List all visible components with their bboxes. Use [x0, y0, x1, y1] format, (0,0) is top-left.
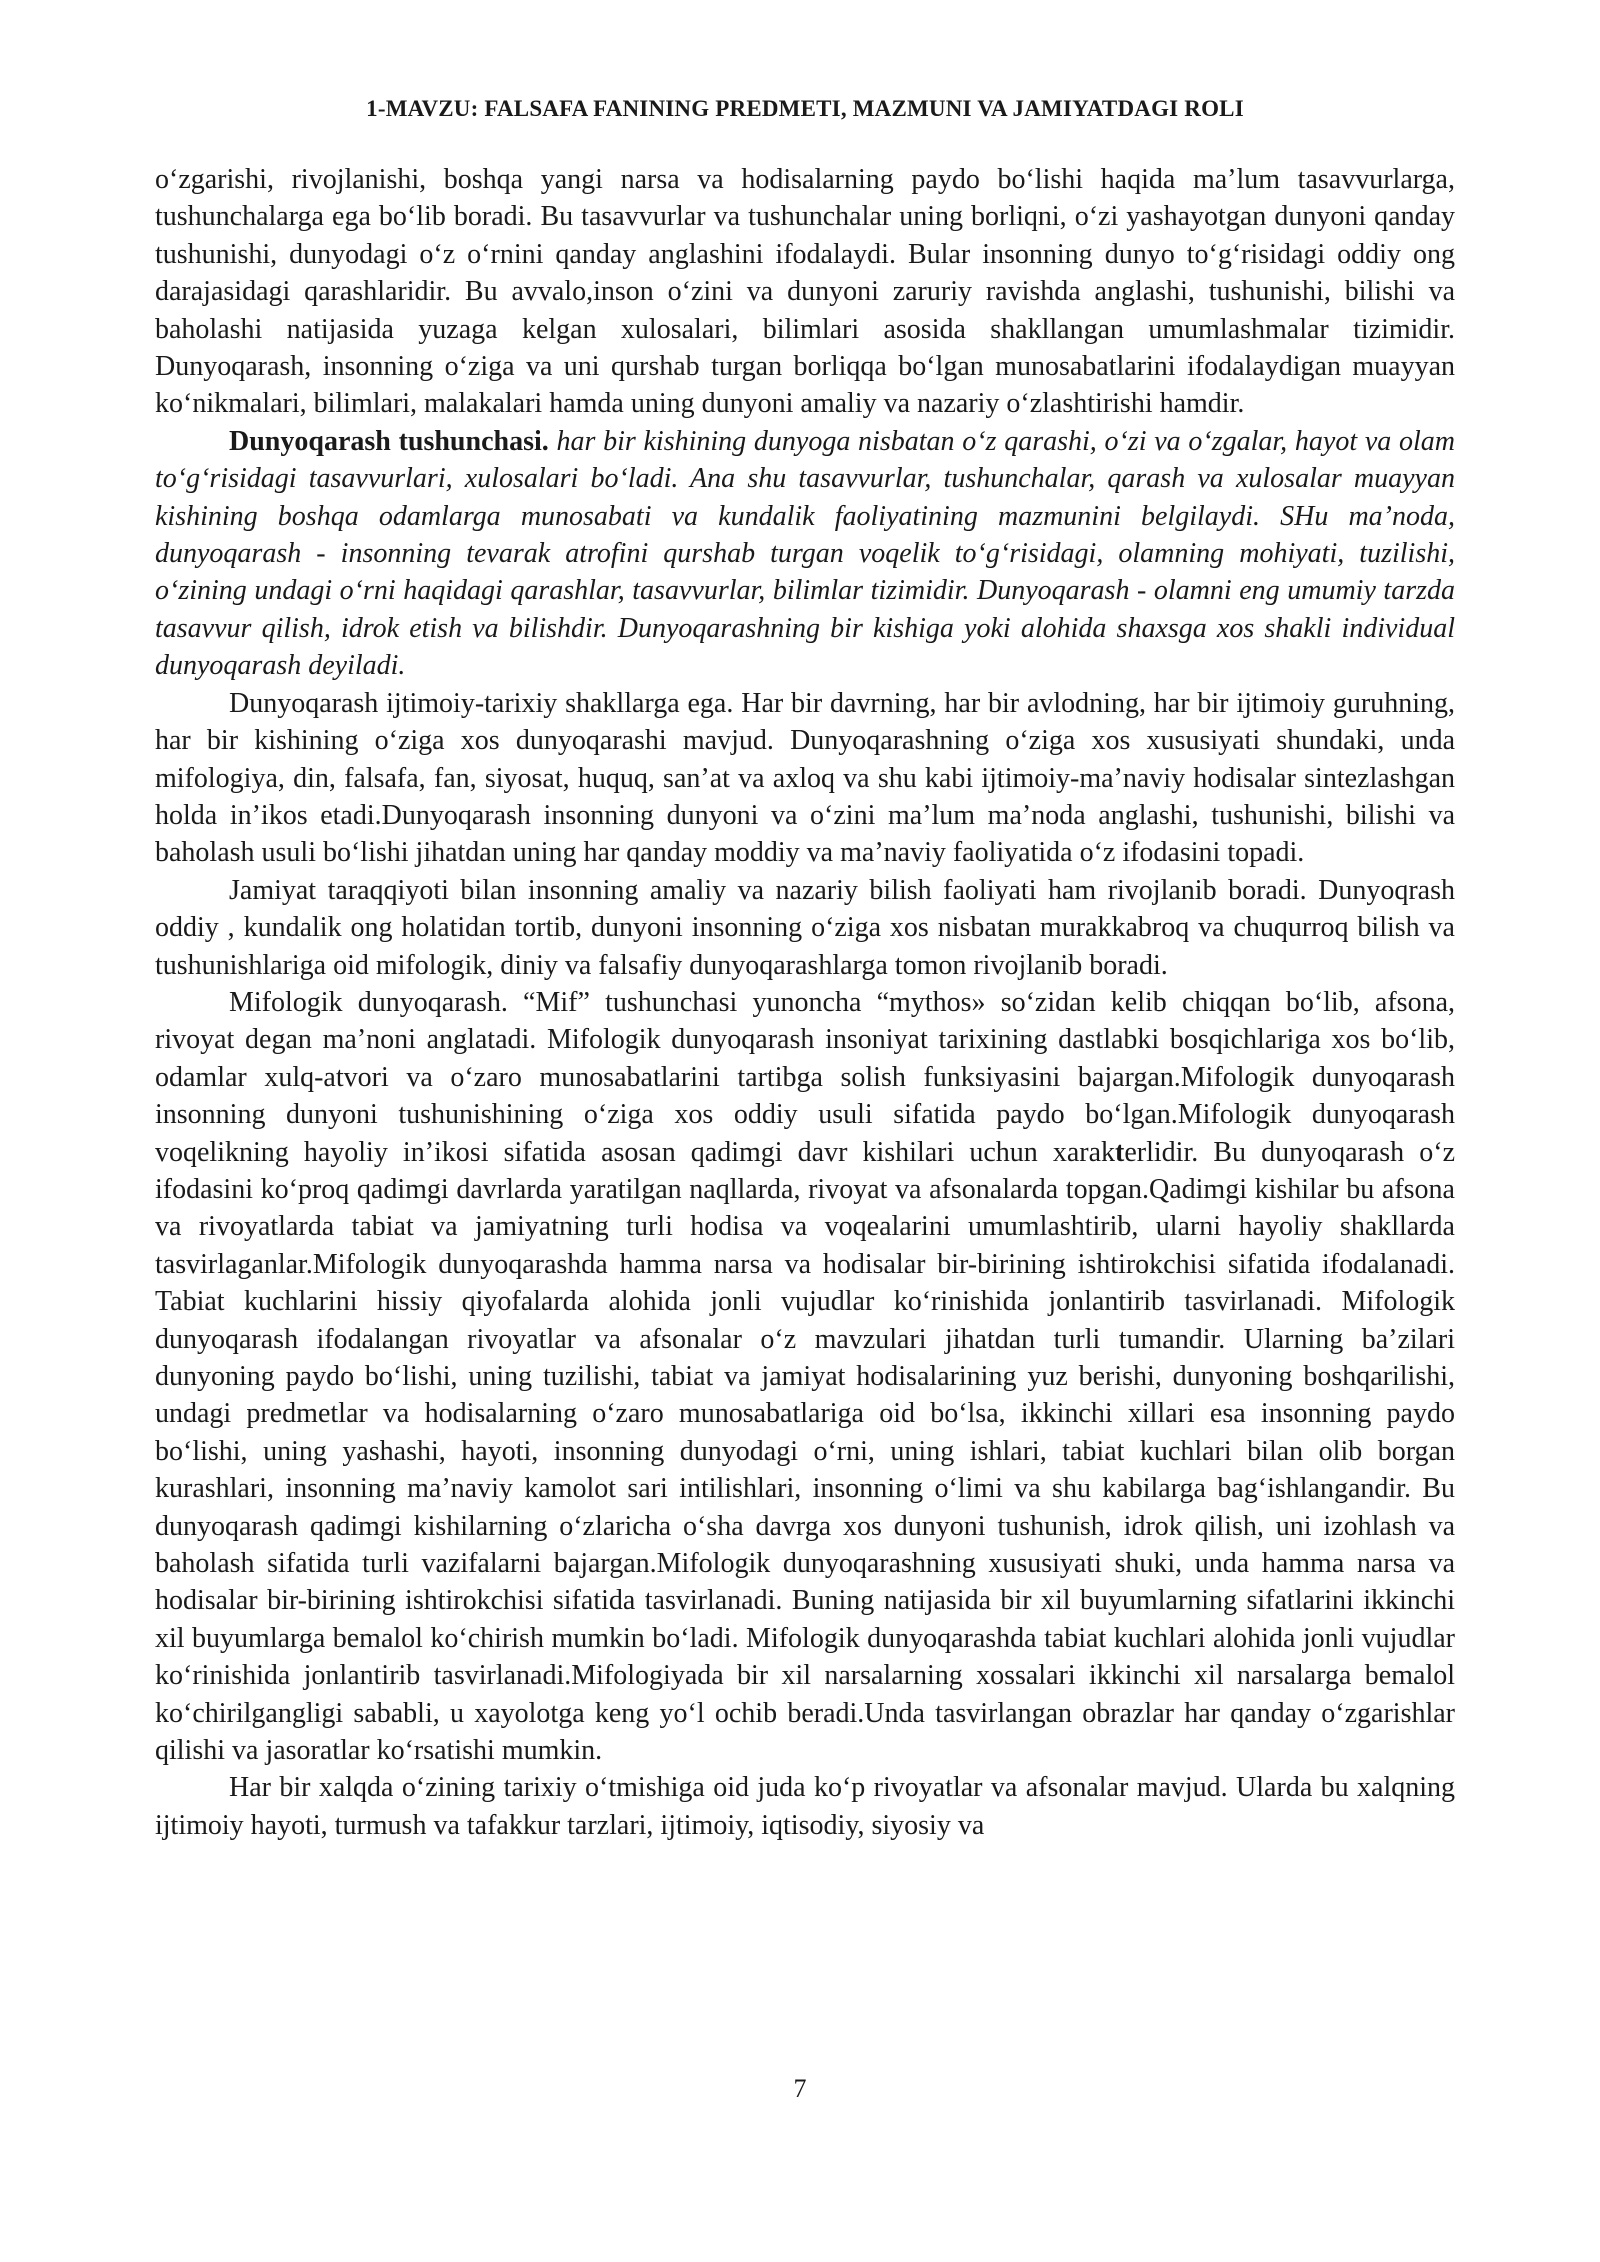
paragraph-sociohistorical-forms: Dunyoqarash ijtimoiy-tarixiy shakllarga ega. Har bir davrning, har bir avlodning, har bir ijtimoiy guruhning, har bir kishining o‘ziga xos dunyoqarashi mavjud. Dunyoqarashning o‘ziga xos xususiyati shundaki, unda mifologiya, din, falsafa, fan, siyosat, huquq, san’at va axloq va shu kabi ijtimoiy-ma’naviy hodisalar sintezlashgan holda in’ikos etadi.Dunyoqarash insonning dunyoni va o‘zini ma’lum ma’noda anglashi, tushunishi, bilishi va baholash usuli bo‘lishi jihatdan uning har qanday moddiy va ma’naviy faoliyatida o‘z ifodasini topadi.: [155, 687, 1455, 869]
body-text: [155, 161, 1455, 1844]
paragraph-definition: [155, 423, 1455, 685]
paragraph-continuation: o‘zgarishi, rivojlanishi, boshqa yangi narsa va hodisalarning paydo bo‘lishi haqida ma’lum tasavvurlarga, tushunchalarga ega bo‘lib boradi. Bu tasavvurlar va tushunchalar uning borliqni, o‘zi yashayotgan dunyoni qanday tushunishi, dunyodagi o‘z o‘rnini qanday anglashini ifodalaydi. Bular insonning dunyo to‘g‘risidagi oddiy ong darajasidagi qarashlaridir. Bu avvalo,inson o‘zini va dunyoni zaruriy ravishda anglashi, tushunishi, bilishi va baholashi natijasida yuzaga kelgan xulosalari, bilimlari asosida shakllangan umumlashmalar tizimidir. Dunyoqarash, insonning o‘ziga va uni qurshab turgan borliqqa bo‘lgan munosabatlarini ifodalaydigan muayyan ko‘nikmalari, bilimlari, malakalari hamda uning dunyoni amaliy va nazariy o‘zlashtirishi hamdir.: [155, 164, 1455, 420]
definition-text: har bir kishining dunyoga nisbatan o‘z qarashi, o‘zi va o‘zgalar, hayot va olam to‘g‘risidagi tasavvurlari, xulosalari bo‘ladi. Ana shu tasavvurlar, tushunchalar, qarash va xulosalar muayyan kishining boshqa odamlarga munosabati va kundalik faoliyatining mazmunini belgilaydi. SHu ma’noda, dunyoqarash - insonning tevarak atrofini qurshab turgan voqelik to‘g‘risidagi, olamning mohiyati, tuzilishi, o‘zining undagi o‘rni haqidagi qarashlar, tasavvurlar, bilimlar tizimidir. Dunyoqarash - olamni eng umumiy tarzda tasavvur qilish, idrok etish va bilishdir. Dunyoqarashning bir kishiga yoki alohida shaxsga xos shakli individual dunyoqarash deyiladi.: [155, 425, 1455, 682]
paragraph-legends: Har bir xalqda o‘zining tarixiy o‘tmishiga oid juda ko‘p rivoyatlar va afsonalar mavjud. Ularda bu xalqning ijtimoiy hayoti, turmush va tafakkur tarzlari, ijtimoiy, iqtisodiy, siyosiy va: [155, 1772, 1455, 1841]
mythological-bold-letter: t: [1115, 1136, 1125, 1168]
mythological-text-part-1: Mifologik dunyoqarash. “Mif” tushunchasi yunoncha “mythos» so‘zidan kelib chiqqan bo‘lib, afsona, rivoyat degan ma’noni anglatadi. Mifologik dunyoqarash insoniyat tarixining dastlabki bosqichlariga xos bo‘lib, odamlar xulq-atvori va o‘zaro munosabatlarini tartibga solish funksiyasini bajargan.Mifologik dunyoqarash insonning dunyoni tushunishining o‘ziga xos oddiy usuli sifatida paydo bo‘lgan.Mifologik dunyoqarash voqelikning hayoliy in’ikosi sifatida asosan qadimgi davr kishilari uchun xarak: [155, 986, 1455, 1168]
paragraph-mythological-worldview: [155, 984, 1455, 1770]
running-header: 1-MAVZU: FALSAFA FANINING PREDMETI, MAZMUNI VA JAMIYATDAGI ROLI: [366, 96, 1244, 121]
definition-heading: Dunyoqarash tushunchasi.: [229, 425, 549, 457]
paragraph-development: Jamiyat taraqqiyoti bilan insonning amaliy va nazariy bilish faoliyati ham rivojlanib boradi. Dunyoqrash oddiy , kundalik ong holatidan tortib, dunyoni insonning o‘ziga xos nisbatan murakkabroq va chuqurroq bilish va tushunishlariga oid mifologik, diniy va falsafiy dunyoqarashlarga tomon rivojlanib boradi.: [155, 874, 1455, 981]
mythological-text-part-2: erlidir. Bu dunyoqarash o‘z ifodasini ko‘proq qadimgi davrlarda yaratilgan naqllarda, rivoyat va afsonalarda topgan.Qadimgi kishilar bu afsona va rivoyatlarda tabiat va jamiyatning turli hodisa va voqealarini umumlashtirib, ularni hayoliy shakllarda tasvirlaganlar.Mifologik dunyoqarashda hamma narsa va hodisalar bir-birining ishtirokchisi sifatida ifodalanadi. Tabiat kuchlarini hissiy qiyofalarda alohida jonli vujudlar ko‘rinishida jonlantirib tasvirlanadi. Mifologik dunyoqarash ifodalangan rivoyatlar va afsonalar o‘z mavzulari jihatdan turli tumandir. Ularning ba’zilari dunyoning paydo bo‘lishi, uning tuzilishi, tabiat va jamiyat hodisalarining yuz berishi, dunyoning boshqarilishi, undagi predmetlar va hodisalarning o‘zaro munosabatlariga oid bo‘lsa, ikkinchi xillari esa insonning paydo bo‘lishi, uning yashashi, hayoti, insonning dunyodagi o‘rni, uning ishlari, tabiat kuchlari bilan olib borgan kurashlari, insonning ma’naviy kamolot sari intilishlari, insonning o‘limi va shu kabilarga bag‘ishlangandir. Bu dunyoqarash qadimgi kishilarning o‘zlaricha o‘sha davrga xos dunyoni tushunish, idrok qilish, uni izohlash va baholash sifatida turli vazifalarni bajargan.Mifologik dunyoqarashning xususiyati shuki, unda hamma narsa va hodisalar bir-birining ishtirokchisi sifatida tasvirlanadi. Buning natijasida bir xil buyumlarning sifatlarini ikkinchi xil buyumlarga bemalol ko‘chirish mumkin bo‘ladi. Mifologik dunyoqarashda tabiat kuchlari alohida jonli vujudlar ko‘rinishida jonlantirib tasvirlanadi.Mifologiyada bir xil narsalarning xossalari ikkinchi xil narsalarga bemalol ko‘chirilgangligi sababli, u xayolotga keng yo‘l ochib beradi.Unda tasvirlangan obrazlar har qanday o‘zgarishlar qilishi va jasoratlar ko‘rsatishi mumkin.: [155, 1136, 1456, 1767]
page-number: 7: [793, 2074, 807, 2103]
